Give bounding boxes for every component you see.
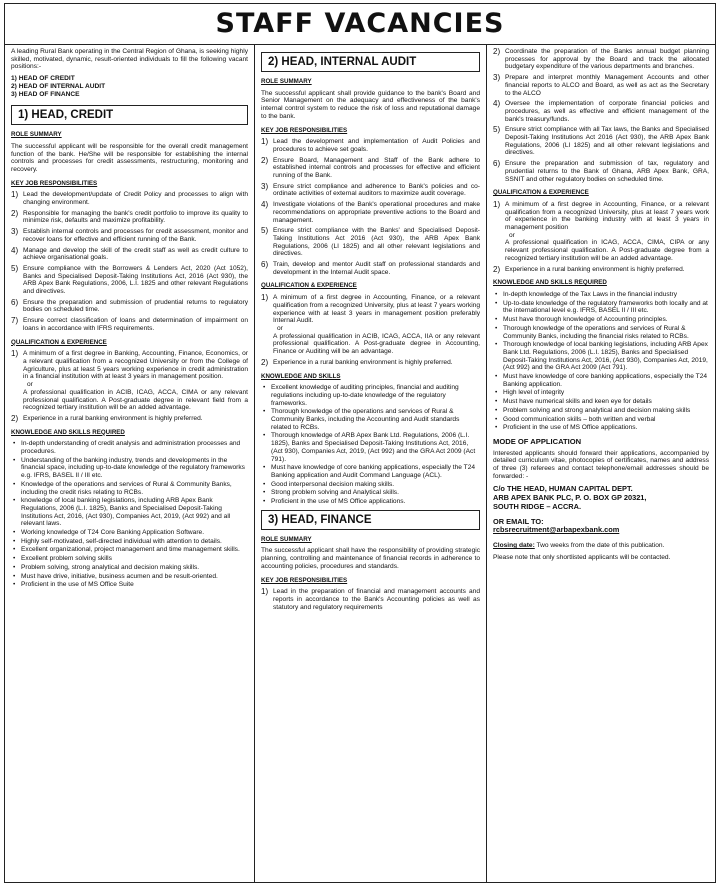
qualification-alt-text: A professional qualification in ACIB, ICAG, ACCA, CIMA or any relevant professional qualification. A Post-graduate degree in relevant field from a recognized tertiary institution will be an added advantage. bbox=[23, 388, 248, 412]
audit-skills bbox=[261, 384, 480, 506]
skill-item: • In-depth understanding of credit analysis and administration processes and procedures. bbox=[11, 440, 248, 455]
responsibility-item: Ensure correct classification of loans and determination of impairment on loans in accordance with IFRS requirements. bbox=[23, 317, 248, 332]
skill-item: • Must have thorough knowledge of Accounting principles. bbox=[493, 316, 709, 324]
application-text: Interested applicants should forward their applications, accompanied by detailed curriculum vitae, photocopies of certificates, names and address of three (3) referees and contact telephone/email addresses should be forwarded: - bbox=[493, 449, 709, 480]
vacancy-advert bbox=[4, 3, 716, 883]
position-item: 3) HEAD OF FINANCE bbox=[11, 91, 80, 99]
skill-item: • Understanding of the banking industry, trends and developments in the financial space, including up-to-date knowledge of the regulatory frameworks e.g. IFRS, BASEL II / III etc. bbox=[11, 457, 248, 480]
skill-item: • Must have drive, initiative, business acumen and be result-oriented. bbox=[11, 573, 248, 581]
finance-role-summary-label: ROLE SUMMARY bbox=[261, 535, 312, 543]
responsibility-item: Responsible for managing the bank's credit portfolio to improve its quality to minimize risk, defaults and maximize profitability. bbox=[23, 209, 248, 225]
shortlist-note: Please note that only shortlisted applicants will be contacted. bbox=[493, 553, 671, 561]
audit-responsibilities-label: KEY JOB RESPONSIBILITIES bbox=[261, 126, 348, 134]
skill-item: • Good communication skills – both written and verbal bbox=[493, 416, 709, 424]
responsibility-item: Ensure the preparation and submission of prudential returns to regulatory bodies on scheduled time. bbox=[23, 298, 248, 314]
responsibility-item: Lead the development/update of Credit Policy and processes to align with changing environment. bbox=[23, 191, 248, 207]
qualification-alt-text: A professional qualification in ICAG, ACCA, CIMA, CIPA or any relevant professional qualification. A Post-graduate degree from a recognized tertiary institution will be an added advantage. bbox=[505, 239, 709, 262]
application-address bbox=[493, 484, 709, 511]
skill-item: • Problem solving and strong analytical and decision making skills bbox=[493, 407, 709, 415]
skill-item: • Working knowledge of T24 Core Banking Application Software. bbox=[11, 529, 248, 537]
credit-responsibilities-label: KEY JOB RESPONSIBILITIES bbox=[11, 179, 98, 187]
responsibility-item: Ensure compliance with the Borrowers & Lenders Act, 2020 (Act 1052), Banks and Specialised Deposit-Taking Institutions Act, 2016 (Act 930), the ARB Apex Bank Regulations, 2006, L.I. 1825 and other relevant Regulations and directives. bbox=[23, 264, 248, 296]
responsibility-item: Manage and develop the skill of the credit staff as well as credit culture to achieve organisational goals. bbox=[23, 246, 248, 262]
closing-date-value: Two weeks from the date of this publication. bbox=[536, 542, 665, 550]
responsibility-item: Ensure Board, Management and Staff of the Bank adhere to established internal controls and processes for effective and efficient running of the Bank. bbox=[273, 156, 480, 180]
audit-qualification-list bbox=[261, 294, 480, 366]
credit-skills-label: KNOWLEDGE AND SKILLS REQUIRED bbox=[11, 428, 125, 436]
skill-item: • Thorough knowledge of ARB Apex Bank Ltd. Regulations, 2006 (L.I. 1825), Banks and Specialised Deposit-Taking Institutions Act, 2016, (Act 930), Companies Act, 2019, (Act 992) and the GRA Act 2009 (Act 791). bbox=[261, 432, 480, 463]
responsibility-item: Establish internal controls and processes for credit assessment, monitor and recover loans for effective and efficient running of the Bank. bbox=[23, 228, 248, 243]
skill-item: • Knowledge of the operations and services of Rural & Community Banks, including the credit risks relating to RCBs. bbox=[11, 481, 248, 496]
qualification-item: Experience in a rural banking environment is highly preferred. bbox=[23, 414, 203, 422]
or-label: or bbox=[27, 381, 33, 389]
skill-item: • Excellent knowledge of auditing principles, financial and auditing regulations including up-to-date knowledge of the regulatory frameworks. bbox=[261, 384, 480, 407]
responsibility-item: Prepare and interpret monthly Management Accounts and other financial reports to ALCO and Board, as well as act as the Secretary to the ALCO bbox=[505, 74, 709, 97]
audit-qualification-label: QUALIFICATION & EXPERIENCE bbox=[261, 282, 357, 290]
finance-qualification-list bbox=[493, 201, 709, 273]
skill-item: • In-depth knowledge of the Tax Laws in the financial industry bbox=[493, 291, 709, 299]
intro-text: A leading Rural Bank operating in the Central Region of Ghana, is seeking highly skilled, motivated, dynamic, result-oriented individuals to fill the following vacant positions:- bbox=[11, 48, 248, 71]
skill-item: • Proficient in the use of MS Office applications. bbox=[261, 498, 480, 506]
audit-heading: 2) HEAD, INTERNAL AUDIT bbox=[261, 52, 480, 72]
responsibility-item: Investigate violations of the Bank's operational procedures and make recommendations on appropriate preventive actions to the Board and management. bbox=[273, 201, 480, 224]
audit-skills-label: KNOWLEDGE AND SKILLS bbox=[261, 372, 341, 380]
qualification-item bbox=[11, 350, 248, 412]
qualification-text: A minimum of a first degree in Banking, Accounting, Finance, Economics, or a relevant qualification from a recognized University or from the College of Agriculture, plus at least 5 years working experience in credit administration in a financial institution with at least 3 years in management position. bbox=[23, 350, 248, 381]
skill-item: • knowledge of local banking legislations, including ARB Apex Bank Regulations, 2006 (L.I. 1825), Banks and Specialised Deposit-Taking Institutions Act, 2016, (Act 930), Companies Act, 2019, (Act 992) and all relevant laws. bbox=[11, 497, 248, 528]
qualification-text: A minimum of a first degree in Accounting, Finance, or a relevant qualification from a recognized University, plus at least 7 years work of experience in the banking industry with at least 3 years in management position bbox=[505, 200, 709, 232]
skill-item: • Thorough knowledge of the operations and services of Rural & Community Banks, including the financial risks related to RCBs. bbox=[493, 325, 709, 340]
finance-heading: 3) HEAD, FINANCE bbox=[261, 510, 480, 530]
skill-item: • Highly self-motivated, self-directed individual with attention to details. bbox=[11, 538, 248, 546]
finance-responsibilities-part1 bbox=[261, 588, 480, 611]
address-line: C/o THE HEAD, HUMAN CAPITAL DEPT. bbox=[493, 484, 633, 494]
credit-responsibilities bbox=[11, 191, 248, 332]
page-title: STAFF VACANCIES bbox=[5, 4, 715, 45]
responsibility-item: Oversee the implementation of corporate financial policies and procedures, as well as effective and efficient management of the bank's treasury/funds. bbox=[505, 100, 709, 123]
credit-heading: 1) HEAD, CREDIT bbox=[11, 105, 248, 125]
responsibility-item: Lead in the preparation of financial and management accounts and reports in accordance to the Bank's Accounting policies as well as statutory and regulatory requirements bbox=[273, 588, 480, 611]
address-line: SOUTH RIDGE – ACCRA. bbox=[493, 502, 582, 512]
credit-skills bbox=[11, 440, 248, 589]
responsibility-item: Train, develop and mentor Audit staff on professional standards and development in the Internal Audit space. bbox=[273, 261, 480, 276]
audit-summary: The successful applicant shall provide guidance to the bank's Board and Senior Management on the adequacy and effectiveness of the bank's internal control system to reduce the risk of loss and reputational damage to the bank. bbox=[261, 89, 480, 120]
skill-item: • Proficient in the use of MS Office Suite bbox=[11, 581, 248, 589]
position-item: 1) HEAD OF CREDIT bbox=[11, 75, 75, 83]
qualification-alt-text: A professional qualification in ACIB, ICAG, ACCA, IIA or any relevant professional qualification. A Post-graduate degree in Accounting, Finance or Auditing will be an advantage. bbox=[273, 332, 480, 356]
skill-item: • Good interpersonal decision making skills. bbox=[261, 481, 480, 489]
credit-qualification-label: QUALIFICATION & EXPERIENCE bbox=[11, 338, 107, 346]
finance-qualification-label: QUALIFICATION & EXPERIENCE bbox=[493, 189, 589, 197]
closing-date-label: Closing date: bbox=[493, 542, 535, 550]
skill-item: • Excellent organizational, project management and time management skills. bbox=[11, 546, 248, 554]
responsibility-item: Ensure strict compliance and adherence to Bank's policies and co-ordinate activities of external auditors to maximize audit coverage. bbox=[273, 182, 480, 198]
responsibility-item: Ensure strict compliance with the Banks' and Specialised Deposit-Taking Institutions Act 2016 (Act 930), the ARB Apex Bank Regulations, 2006 (LI 1825) and all other relevant legislations and directives. bbox=[273, 227, 480, 258]
finance-summary: The successful applicant shall have the responsibility of providing strategic planning, controlling and maintenance of financial records in adherence to accounting policies, procedures and standards. bbox=[261, 547, 480, 570]
column-left bbox=[5, 45, 255, 883]
responsibility-item: Lead the development and implementation of Audit Policies and procedures to achieve set goals. bbox=[273, 138, 480, 153]
qualification-item bbox=[261, 294, 480, 356]
qualification-item: Experience in a rural banking environment is highly preferred. bbox=[505, 265, 685, 273]
or-label: or bbox=[509, 231, 515, 239]
skill-item: • Up-to-date knowledge of the regulatory frameworks both locally and at the international level e.g. IFRS, BASEL II / III etc. bbox=[493, 300, 709, 315]
skill-item: • Thorough knowledge of local banking legislations, including ARB Apex Bank Ltd. Regulations, 2006 (L.I. 1825), Banks and Specialised Deposit-Taking Institutions Act, 2016, (Act 930), Companies Act, 2019, (Act 992) and the GRA Act 2009 (Act 791). bbox=[493, 341, 709, 372]
finance-skills bbox=[493, 291, 709, 432]
credit-qualification-list bbox=[11, 350, 248, 422]
finance-responsibilities-part2 bbox=[493, 48, 709, 183]
skill-item: • Strong problem solving and Analytical skills. bbox=[261, 489, 480, 497]
position-item: 2) HEAD OF INTERNAL AUDIT bbox=[11, 83, 106, 91]
address-line: ARB APEX BANK PLC, P. O. BOX GP 20321, bbox=[493, 493, 647, 503]
positions-list bbox=[11, 75, 248, 99]
audit-responsibilities bbox=[261, 138, 480, 276]
or-email-label: OR EMAIL TO: bbox=[493, 517, 544, 527]
skill-item: • Must have knowledge of core banking applications, especially the T24 Banking application and Audit Command Language (ACL). bbox=[261, 464, 480, 479]
skill-item: • Thorough knowledge of the operations and services of Rural & Community Banks, including the Accounting and Audit standards related to RCBs. bbox=[261, 408, 480, 431]
skill-item: • Must have numerical skills and keen eye for details bbox=[493, 398, 709, 406]
skill-item: • Problem solving, strong analytical and decision making skills. bbox=[11, 564, 248, 572]
qualification-text: A minimum of a first degree in Accounting, Finance, or a relevant qualification from a recognized University, plus at least 7 years working experience with at least 3 years in management position preferably Internal Audit. bbox=[273, 294, 480, 325]
finance-skills-label: KNOWLEDGE AND SKILLS REQUIRED bbox=[493, 279, 607, 287]
qualification-item: Experience in a rural banking environment is highly preferred. bbox=[273, 358, 453, 366]
mode-of-application-label: MODE OF APPLICATION bbox=[493, 436, 582, 446]
skill-item: • Proficient in the use of MS Office applications. bbox=[493, 424, 709, 432]
responsibility-item: Ensure strict compliance with all Tax laws, the Banks and Specialised Deposit-Taking Institutions Act 2016 (Act 930), the ARB Apex Bank Regulations, 2006 (LI 1825) and all other relevant legislations and directives. bbox=[505, 126, 709, 157]
closing-date bbox=[493, 542, 709, 550]
column-middle bbox=[255, 45, 487, 883]
credit-role-summary-label: ROLE SUMMARY bbox=[11, 131, 62, 139]
skill-item: • Must have knowledge of core banking applications, especially the T24 Banking application. bbox=[493, 373, 709, 388]
column-right bbox=[487, 45, 715, 883]
responsibility-item: Ensure the preparation and submission of tax, regulatory and prudential returns to the Bank of Ghana, ARB Apex Bank, GRA, SSNIT and other regulatory bodies on scheduled time. bbox=[505, 160, 709, 183]
responsibility-item: Coordinate the preparation of the Banks annual budget planning processes for approval by the Board and track the allocated budgetary expenditure of the various departments and branches. bbox=[505, 48, 709, 71]
qualification-item bbox=[493, 201, 709, 263]
or-label: or bbox=[277, 324, 283, 332]
skill-item: • High level of integrity bbox=[493, 389, 709, 397]
application-email-link[interactable]: rcbsrecruitment@arbapexbank.com bbox=[493, 525, 620, 535]
finance-responsibilities-label: KEY JOB RESPONSIBILITIES bbox=[261, 576, 348, 584]
skill-item: • Excellent problem solving skills bbox=[11, 555, 248, 563]
audit-role-summary-label: ROLE SUMMARY bbox=[261, 78, 312, 85]
credit-summary: The successful applicant will be responsible for the overall credit management function of the bank. He/She will be responsible for establishing the internal controls and processes for credit assessments, restructuring, monitoring and recovery. bbox=[11, 142, 248, 173]
